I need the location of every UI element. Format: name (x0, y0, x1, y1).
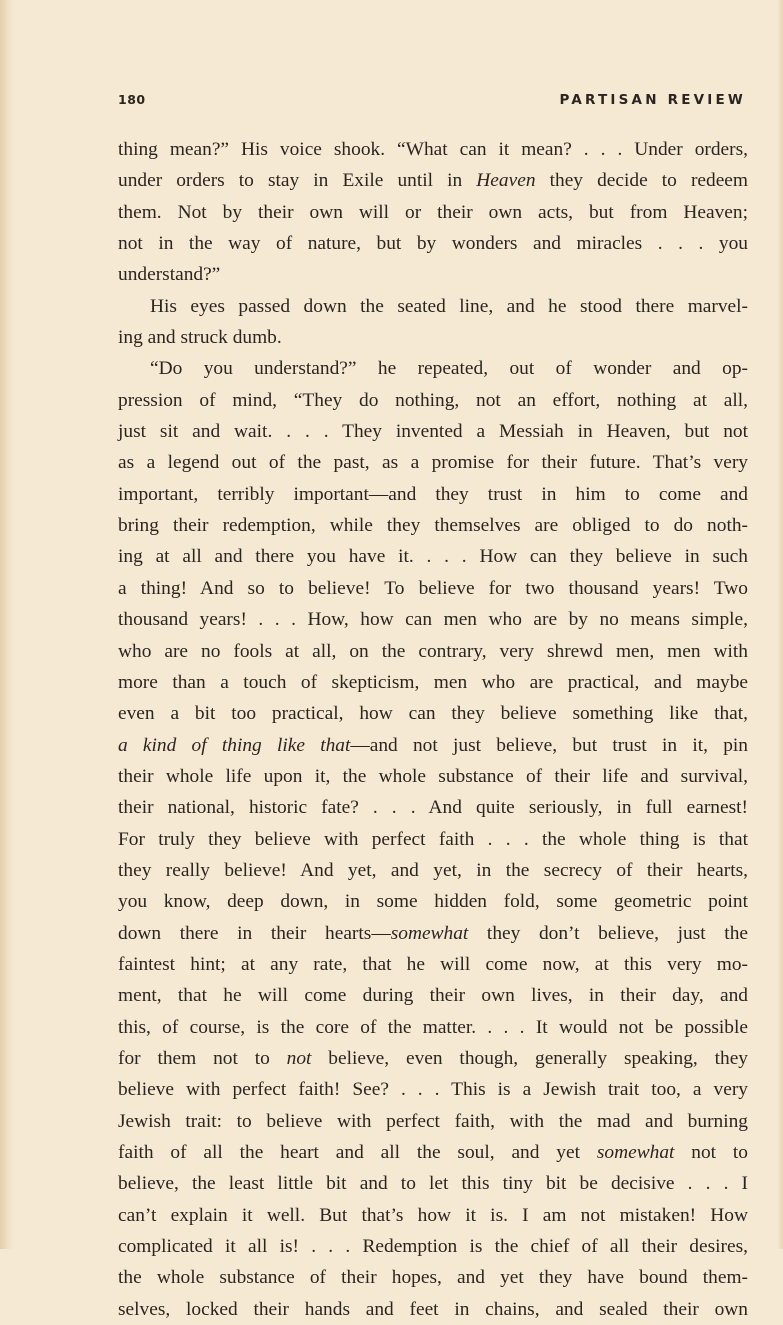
page-number: 180 (118, 92, 146, 107)
italic-text-segment: somewhat (390, 922, 469, 944)
text-segment: down there in their hearts— (118, 922, 391, 944)
text-segment: this, of course, is the core of the matter. . . . It would not be possible (118, 1016, 748, 1038)
text-line (118, 918, 748, 949)
text-line (118, 824, 748, 855)
text-segment: more than a touch of skepticism, men who are practical, and maybe (118, 671, 748, 693)
text-segment: believe with perfect faith! See? . . . This is a Jewish trait too, a very (118, 1079, 748, 1101)
text-line (118, 259, 748, 290)
text-line (118, 541, 748, 572)
text-segment: their national, historic fate? . . . And quite seriously, in full earnest! (118, 797, 748, 819)
text-segment: His eyes passed down the seated line, and he stood there marvel- (150, 295, 748, 317)
text-line (118, 1137, 748, 1168)
text-segment: their whole life upon it, the whole substance of their life and survival, (118, 765, 748, 787)
page-binding-edge (0, 0, 14, 1249)
text-segment: believe, the least little bit and to let this tiny bit be decisive . . . I (118, 1173, 748, 1195)
text-line (118, 479, 748, 510)
text-segment: they don’t believe, just the (468, 922, 748, 944)
text-line (118, 1106, 748, 1137)
text-segment: For truly they believe with perfect faith . . . the whole thing is that (118, 828, 748, 850)
text-segment: them. Not by their own will or their own acts, but from Heaven; (118, 201, 748, 223)
running-head (118, 92, 746, 112)
text-line (118, 1074, 748, 1105)
body-text (118, 134, 748, 1325)
italic-text-segment: a kind of thing like that (118, 734, 351, 756)
text-line (118, 165, 748, 196)
text-segment: ing and struck dumb. (118, 327, 282, 349)
text-segment: pression of mind, “They do nothing, not an effort, nothing at all, (118, 389, 748, 411)
text-segment: as a legend out of the past, as a promise for their future. That’s very (118, 452, 748, 474)
text-segment: important, terribly important—and they trust in him to come and (118, 483, 748, 505)
text-segment: believe, even though, generally speaking, they (311, 1047, 748, 1069)
text-line (118, 1043, 748, 1074)
text-line (118, 855, 748, 886)
text-segment: understand?” (118, 264, 221, 286)
text-segment: a thing! And so to believe! To believe for two thousand years! Two (118, 577, 748, 599)
italic-text-segment: Heaven (476, 170, 536, 192)
text-segment: under orders to stay in Exile until in (118, 170, 477, 192)
text-segment: thousand years! . . . How, how can men who are by no means simple, (118, 609, 748, 631)
text-segment: selves, locked their hands and feet in chains, and sealed their own (118, 1298, 748, 1320)
text-line (118, 385, 748, 416)
text-segment: —and not just believe, but trust in it, pin (350, 734, 748, 756)
text-line (118, 291, 748, 322)
text-segment: Jewish trait: to believe with perfect faith, with the mad and burning (118, 1110, 748, 1132)
text-segment: can’t explain it well. But that’s how it is. I am not mistaken! How (118, 1204, 748, 1226)
text-line (118, 1231, 748, 1262)
text-line (118, 447, 748, 478)
text-line (118, 228, 748, 259)
italic-text-segment: somewhat (596, 1142, 675, 1163)
text-segment: the whole substance of their hopes, and yet they have bound them- (118, 1267, 748, 1289)
text-line (118, 1294, 748, 1325)
text-line (118, 604, 748, 635)
text-segment: bring their redemption, while they themselves are obliged to do noth- (118, 515, 748, 537)
text-line (118, 1262, 748, 1293)
text-segment: just sit and wait. . . . They invented a Messiah in Heaven, but not (118, 421, 748, 443)
text-segment: you know, deep down, in some hidden fold, some geometric point (118, 891, 748, 913)
text-segment: faintest hint; at any rate, that he will come now, at this very mo- (118, 953, 748, 975)
text-segment: not to (674, 1142, 748, 1163)
journal-title: PARTISAN REVIEW (559, 92, 746, 108)
text-line (118, 197, 748, 228)
text-line (118, 573, 748, 604)
text-line (118, 416, 748, 447)
text-segment: not in the way of nature, but by wonders and miracles . . . you (118, 233, 748, 255)
text-line (118, 792, 748, 823)
text-line (118, 730, 748, 761)
text-segment: they decide to redeem (535, 170, 748, 192)
text-line (118, 510, 748, 541)
text-segment: for them not to (118, 1047, 287, 1069)
page-outer-edge (777, 0, 783, 1249)
text-line (118, 667, 748, 698)
text-line (118, 886, 748, 917)
italic-text-segment: not (286, 1047, 312, 1069)
text-segment: “Do you understand?” he repeated, out of wonder and op- (150, 358, 748, 380)
text-line (118, 949, 748, 980)
text-line (118, 353, 748, 384)
text-line (118, 636, 748, 667)
text-segment: who are no fools at all, on the contrary, very shrewd men, men with (118, 640, 748, 662)
text-line (118, 761, 748, 792)
text-line (118, 322, 748, 353)
text-segment: they really believe! And yet, and yet, in the secrecy of their hearts, (118, 859, 748, 881)
text-line (118, 1012, 748, 1043)
text-line (118, 980, 748, 1011)
text-line (118, 1168, 748, 1199)
text-segment: ment, that he will come during their own lives, in their day, and (118, 985, 748, 1007)
text-line (118, 134, 748, 165)
text-line (118, 698, 748, 729)
text-segment: thing mean?” His voice shook. “What can it mean? . . . Under orders, (118, 139, 748, 160)
text-segment: even a bit too practical, how can they believe something like that, (118, 703, 748, 725)
text-segment: complicated it all is! . . . Redemption is the chief of all their desires, (118, 1236, 748, 1258)
text-line (118, 1200, 748, 1231)
text-segment: faith of all the heart and all the soul, and yet (118, 1142, 597, 1163)
text-segment: ing at all and there you have it. . . . How can they believe in such (118, 546, 748, 568)
